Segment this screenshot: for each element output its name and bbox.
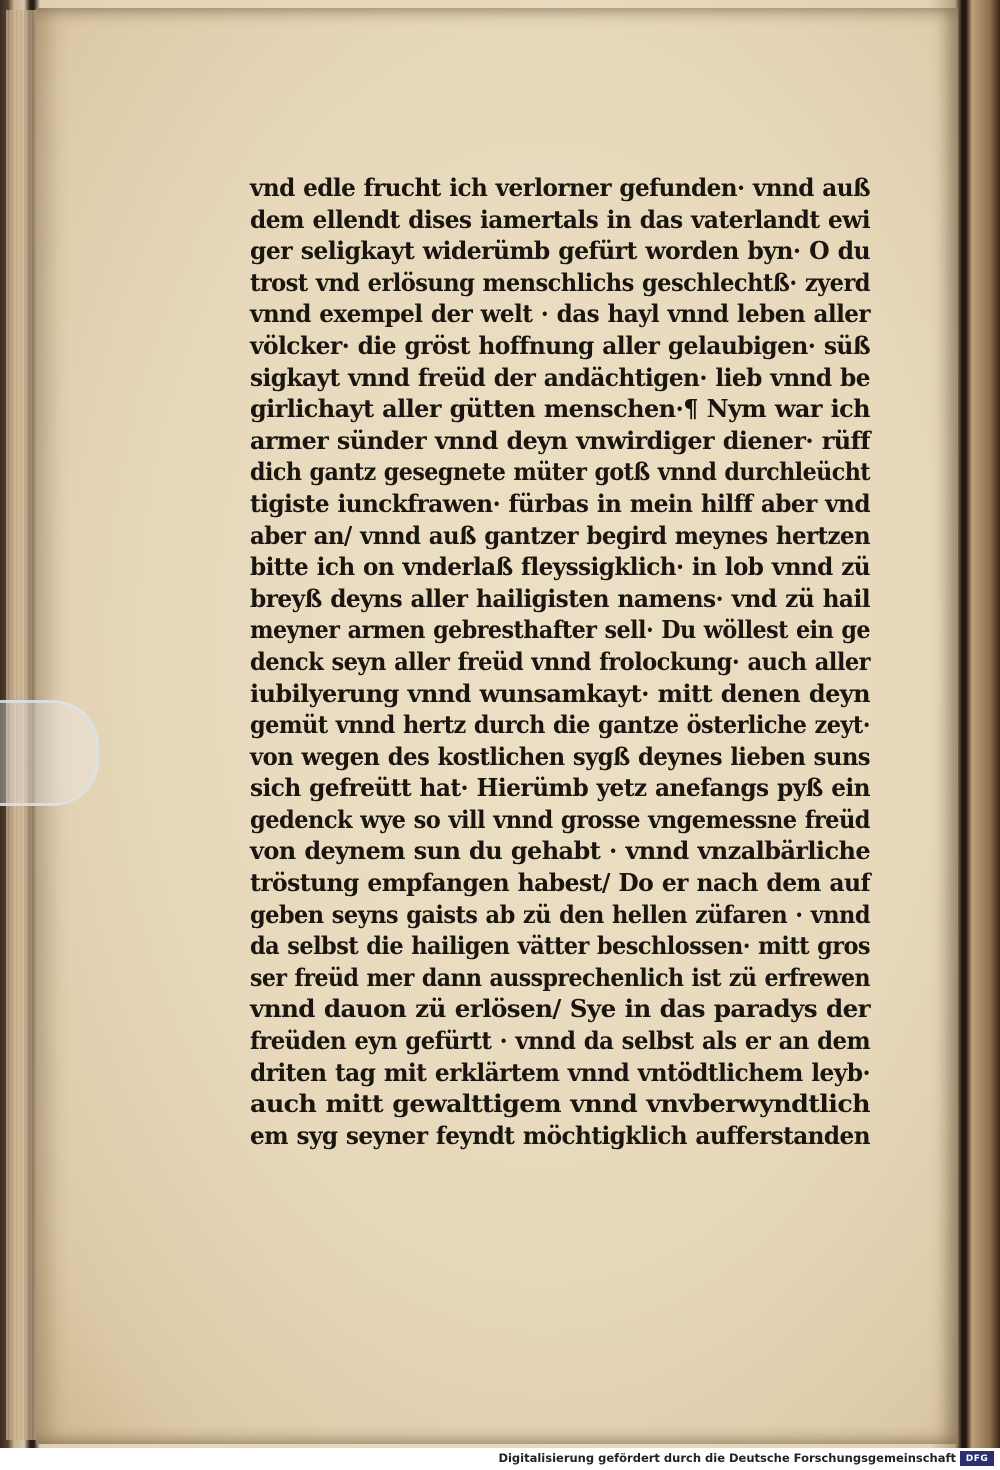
text-line: breyß deyns aller hailigisten namens· vnd zü hail (250, 583, 871, 613)
text-line: gedenck wye so vill vnnd grosse vngemessne freüd (250, 804, 870, 834)
text-line: vnd edle frucht ich verlorner gefunden· vnnd auß (250, 173, 870, 202)
text-line: dich gantz gesegnete müter gotß vnnd durchleücht (250, 457, 871, 487)
text-line: driten tag mit erklärtem vnnd vntödtlichem leyb· (250, 1057, 871, 1087)
text-line: em syg seyner feyndt möchtigklich aufferstanden (250, 1120, 870, 1150)
text-line: girlichayt aller gütten menschen·¶ Nym war ich (250, 394, 871, 424)
text-line: auch mitt gewalttigem vnnd vnvberwyndtlich (250, 1089, 870, 1119)
text-line: von deynem sun du gehabt · vnnd vnzalbärliche (250, 836, 871, 866)
text-line: meyner armen gebresthafter sell· Du wöllest ein ge (250, 615, 870, 645)
text-line: tigiste iunckfrawen· fürbas in mein hilff aber vnd (250, 488, 870, 518)
text-line: denck seyn aller freüd vnnd frolockung· auch aller (250, 646, 871, 676)
body-text (250, 172, 870, 1151)
text-line: da selbst die hailigen vätter beschlossen· mitt gros (250, 931, 870, 961)
text-line: trost vnd erlösung menschlichs geschlechtß· zyerd (250, 267, 870, 297)
book-clip (0, 700, 99, 806)
text-line: aber an/ vnnd auß gantzer begird meynes hertzen (250, 520, 871, 550)
text-line: dem ellendt dises iamertals in das vaterlandt ewi (250, 204, 871, 234)
text-line: vnnd dauon zü erlösen/ Sye in das paradys der (250, 994, 871, 1024)
text-line: gemüt vnnd hertz durch die gantze österliche zeyt· (250, 710, 870, 740)
text-line: armer sünder vnnd deyn vnwirdiger diener· rüff (250, 425, 870, 455)
text-line: völcker· die gröst hoffnung aller gelaubigen· süß (250, 330, 871, 360)
dfg-logo: DFG (960, 1451, 994, 1466)
text-line: vnnd exempel der welt · das hayl vnnd leben aller (250, 299, 871, 329)
footer-bar (0, 1448, 1000, 1470)
text-line: tröstung empfangen habest/ Do er nach dem auf (250, 868, 870, 898)
text-line: von wegen des kostlichen sygß deynes lieben suns (250, 741, 871, 771)
text-line: bitte ich on vnderlaß fleyssigklich· in lob vnnd zü (250, 552, 870, 582)
text-line: sich gefreütt hat· Hierümb yetz anefangs pyß ein (250, 773, 871, 803)
footer-credit: Digitalisierung gefördert durch die Deutsche Forschungsgemeinschaft (498, 1451, 956, 1465)
text-line: freüden eyn gefürtt · vnnd da selbst als er an dem (250, 1026, 871, 1056)
text-line: sigkayt vnnd freüd der andächtigen· lieb vnnd be (250, 362, 870, 392)
text-line: iubilyerung vnnd wunsamkayt· mitt denen deyn (250, 678, 871, 708)
text-line: ser freüd mer dann aussprechenlich ist zü erfrewen (250, 962, 870, 992)
text-line: geben seyns gaists ab zü den hellen züfaren · vnnd (250, 899, 870, 929)
text-line: ger seligkayt widerümb gefürt worden byn· O du (250, 236, 871, 266)
